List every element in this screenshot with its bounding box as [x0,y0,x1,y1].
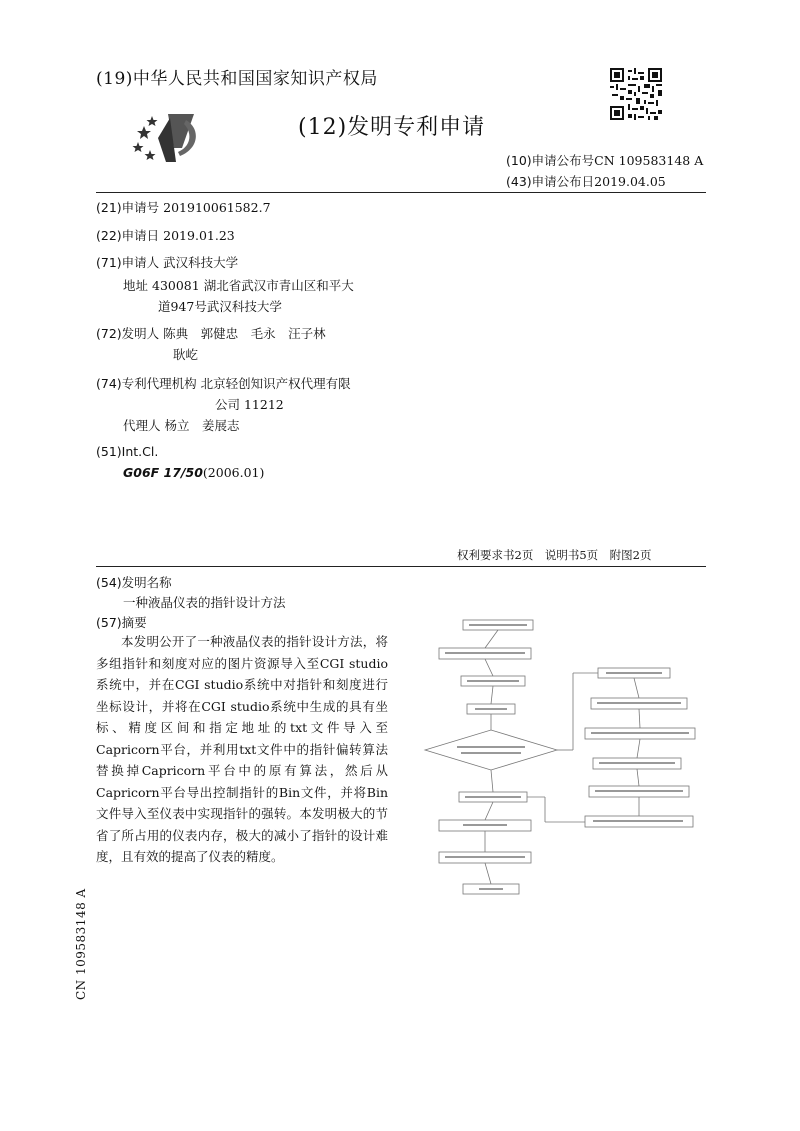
filing-date [96,226,235,244]
header-divider [96,192,706,193]
field-label: (54)发明名称 [96,575,172,590]
publication-number [506,151,703,169]
abstract-flowchart [423,612,706,904]
field-label: (21)申请号 [96,200,160,215]
field-value: 杨立 姜展志 [164,418,240,433]
pub-date-value: 2019.04.05 [594,174,666,189]
abstract-label [96,613,147,631]
field-label: (71)申请人 [96,255,160,270]
cnipa-emblem-icon [130,108,210,168]
ipc-version: (2006.01) [202,465,265,480]
inventors [96,324,326,342]
ipc-classification [123,465,264,480]
field-label: 代理人 [123,418,161,433]
flow-box-placeholder-text [445,624,689,890]
pub-date-label: (43)申请公布日 [506,174,595,189]
publication-date [506,172,666,190]
field-value: 201910061582.7 [163,200,271,215]
field-value: 2019.01.23 [163,228,235,243]
ipc-label [96,444,158,459]
field-label: (51)Int.Cl. [96,444,159,459]
application-number [96,198,271,216]
patent-agency [96,374,351,392]
pub-number-value: CN 109583148 A [594,153,704,168]
document-type: (12)发明专利申请 [298,115,486,140]
office-name: (19)中华人民共和国国家知识产权局 [96,69,378,89]
page-counts: 权利要求书2页 说明书5页 附图2页 [457,548,652,562]
invention-title: 一种液晶仪表的指针设计方法 [123,595,286,610]
flowchart-right-column [527,668,695,827]
flowchart-left-column [425,620,557,894]
section-divider [96,566,706,567]
field-label: (74)专利代理机构 [96,376,197,391]
address [123,276,354,294]
field-value: 430081 湖北省武汉市青山区和平大 [152,278,354,293]
field-value: 陈典 郭健忠 毛永 汪子林 [163,326,326,341]
pub-number-label: (10)申请公布号 [506,153,595,168]
field-label: 地址 [123,278,149,293]
flow-decision-diamond [425,730,557,770]
abstract-body [96,631,388,868]
agency-line-2: 公司 11212 [215,397,284,412]
agents [123,416,240,434]
applicant [96,253,238,271]
field-label: (72)发明人 [96,326,160,341]
field-label: (57)摘要 [96,615,147,630]
field-value: 武汉科技大学 [163,255,239,270]
address-line-2: 道947号武汉科技大学 [158,299,282,314]
abstract-text: 本发明公开了一种液晶仪表的指针设计方法，将多组指针和刻度对应的图片资源导入至CGI studio系统中，并在CGI studio系统中对指针和刻度进行坐标设计，并将在CGI studio系统中生成的具有坐标、精度区间和指定地址的txt文件导入至Capricorn平台，并利用txt文件中的指针偏转算法替换掉Capricorn平台中的原有算法，然后从Capricorn平台导出控制指针的Bin文件，并将Bin文件导入至仪表中实现指针的强转。本发明极大的节省了所占用的仪表内存，极大的减小了指针的设计难度，且有效的提高了仪表的精度。 [96,634,388,864]
inventors-line-2: 耿屹 [173,347,199,362]
field-label: (22)申请日 [96,228,160,243]
qr-code-icon [610,68,662,120]
ipc-code: G06F 17/50 [123,465,203,480]
side-publication-number: CN 109583148 A [74,888,88,1000]
title-label [96,573,172,591]
field-value: 北京轻创知识产权代理有限 [200,376,351,391]
